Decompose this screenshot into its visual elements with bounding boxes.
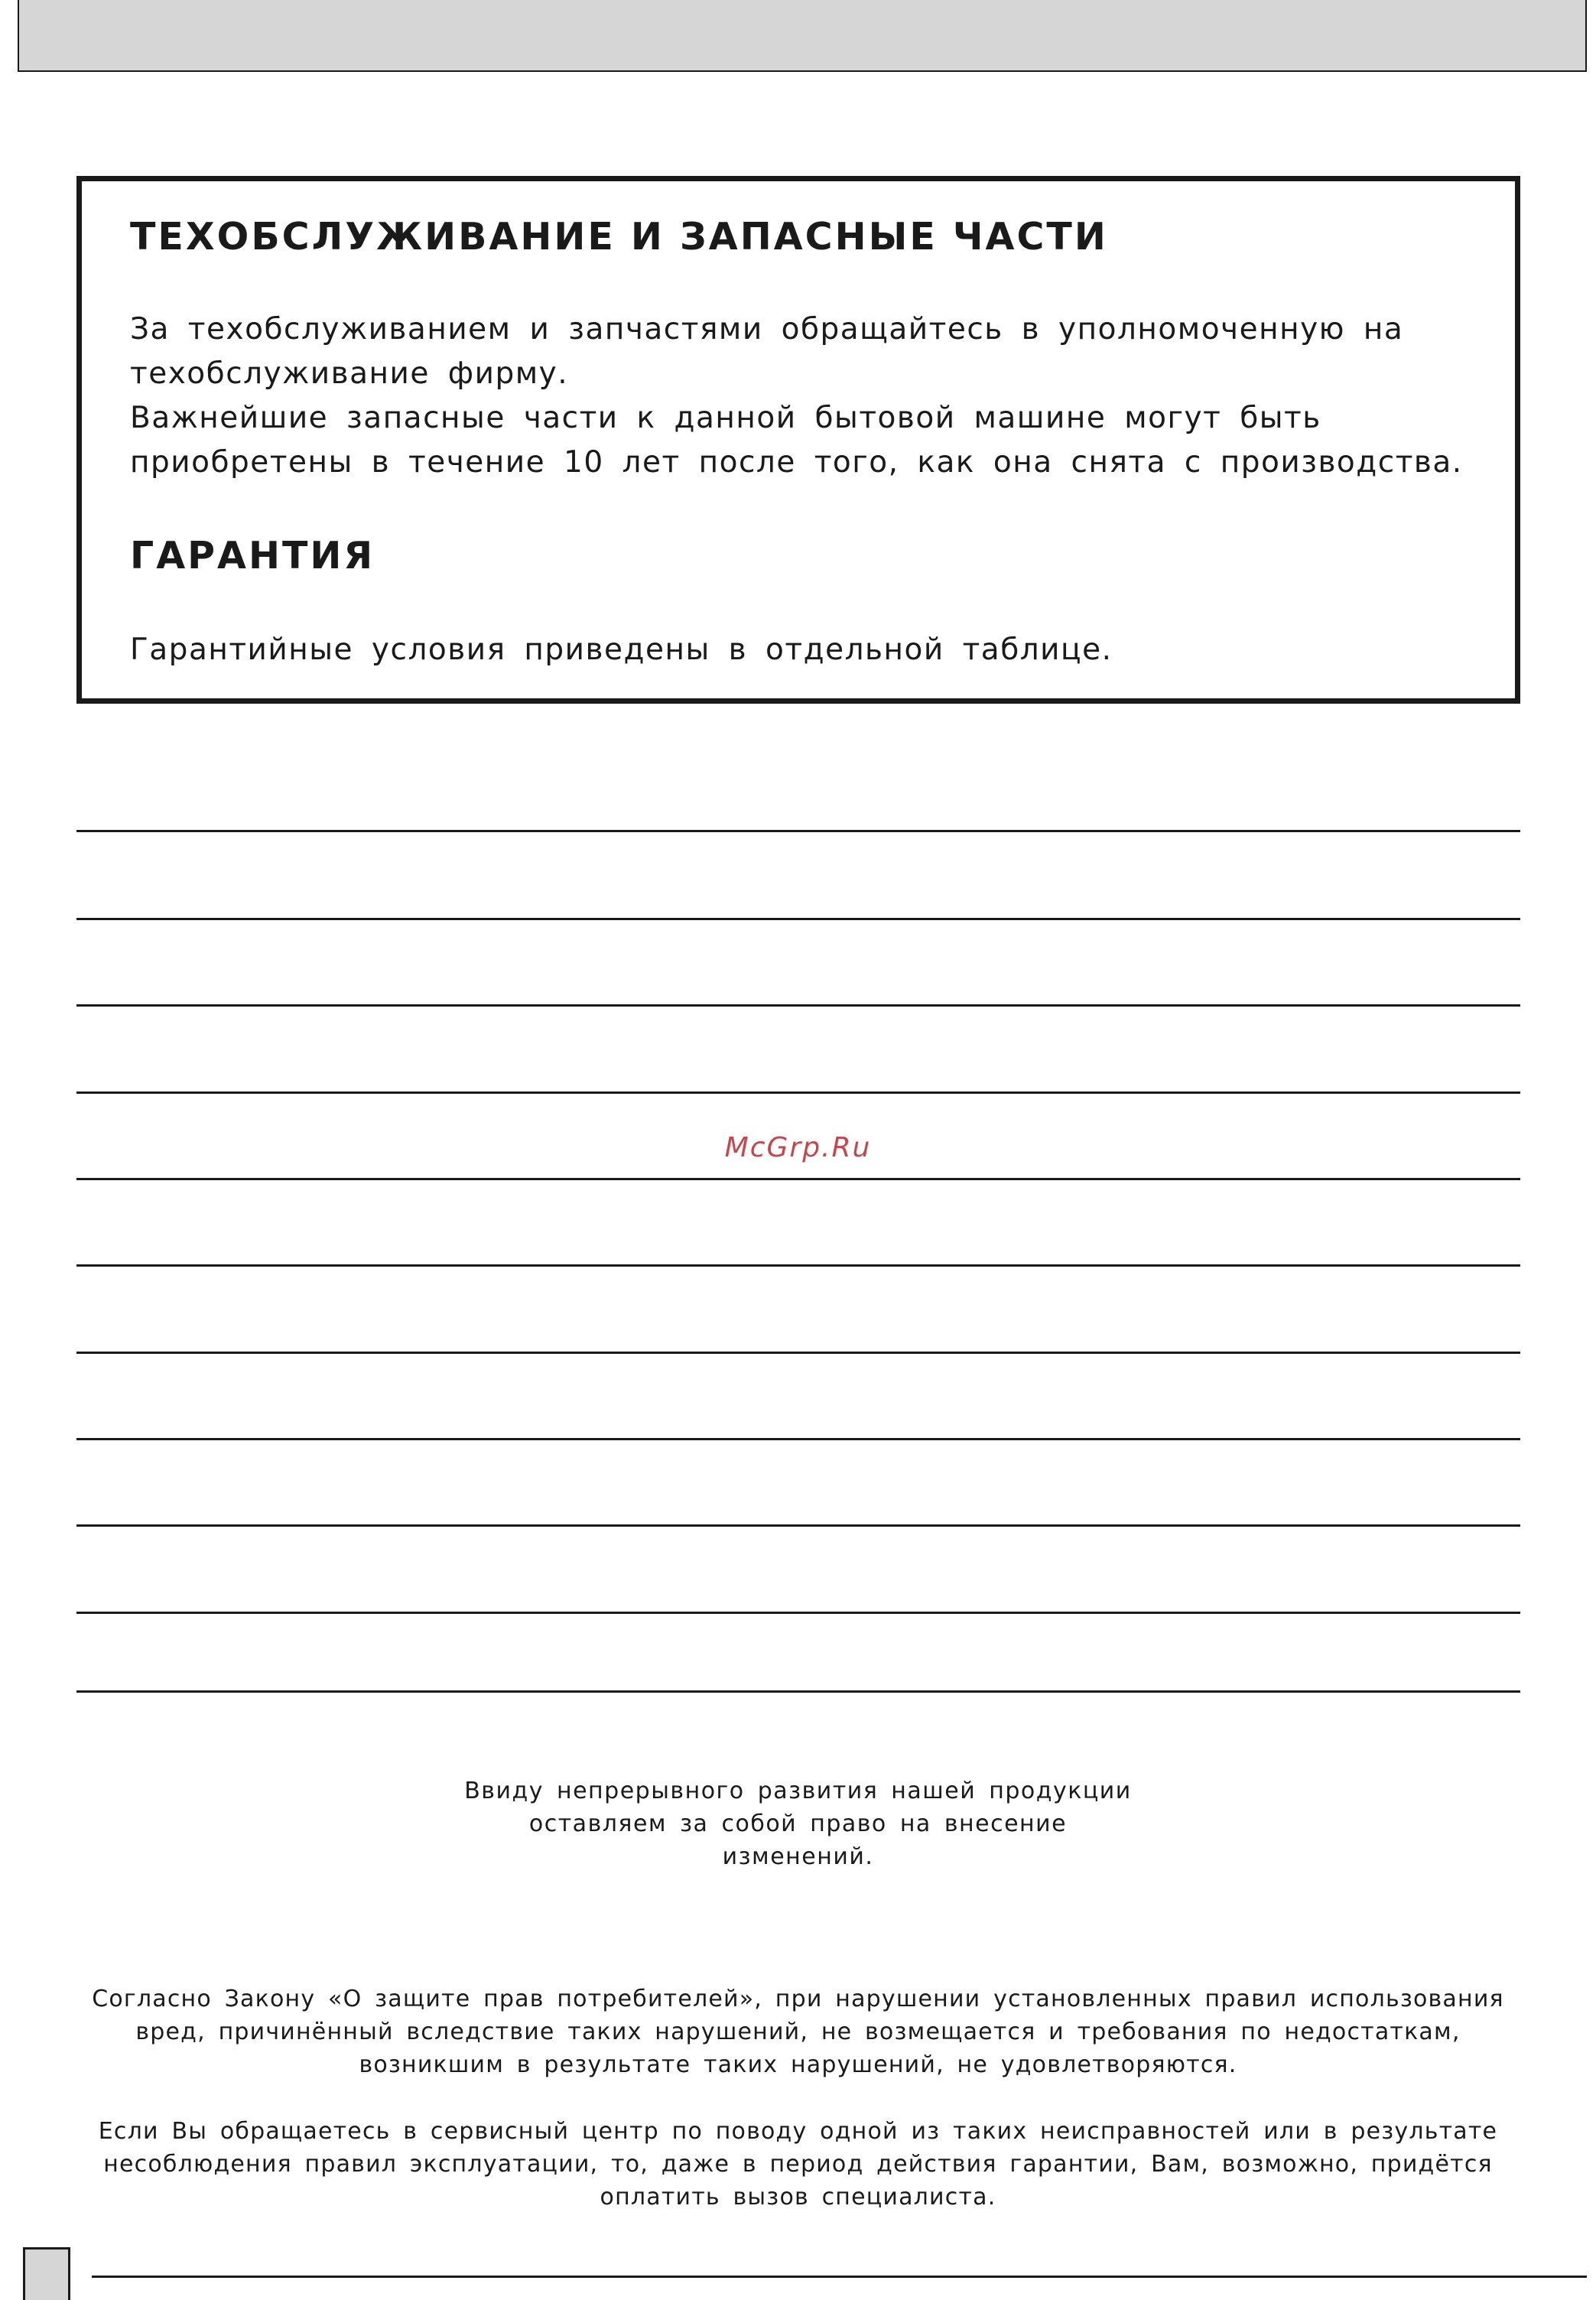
- header-bar: [18, 0, 1587, 72]
- note-line: [76, 1091, 1520, 1094]
- disclaimer-line: Ввиду непрерывного развития нашей продукции: [464, 1778, 1132, 1804]
- changes-disclaimer: [0, 1775, 1596, 1873]
- note-line: [76, 1690, 1520, 1693]
- legal-line: оплатить вызов специалиста.: [600, 2184, 996, 2211]
- service-call-notice: [0, 2115, 1596, 2214]
- legal-line: возникшим в результате таких нарушений, не удовлетворяются.: [359, 2051, 1237, 2078]
- note-line: [76, 830, 1520, 832]
- warranty-heading: ГАРАНТИЯ: [130, 534, 375, 577]
- note-line: [76, 1438, 1520, 1440]
- service-text-line: приобретены в течение 10 лет после того, как она снята с производства.: [130, 445, 1463, 480]
- legal-line: Если Вы обращаетесь в сервисный центр по поводу одной из таких неисправностей или в результате: [98, 2118, 1498, 2145]
- service-text-line: техобслуживание фирму.: [130, 356, 569, 391]
- note-line: [76, 918, 1520, 920]
- note-line: [76, 1004, 1520, 1007]
- service-warranty-box: [76, 176, 1520, 704]
- note-line: [76, 1264, 1520, 1267]
- service-text-line: За техобслуживанием и запчастями обращайтесь в уполномоченную на: [130, 312, 1404, 346]
- note-line: [76, 1612, 1520, 1614]
- service-text: [130, 307, 1476, 485]
- note-line: [76, 1178, 1520, 1180]
- service-text-line: Важнейшие запасные части к данной бытовой машине могут быть: [130, 401, 1321, 435]
- page-number-box: [23, 2247, 70, 2300]
- disclaimer-line: оставляем за собой право на внесение: [528, 1810, 1068, 1837]
- watermark: McGrp.Ru: [724, 1132, 872, 1163]
- footer-rule: [92, 2276, 1587, 2278]
- disclaimer-line: изменений.: [722, 1843, 874, 1870]
- consumer-law-notice: [0, 1983, 1596, 2081]
- legal-line: вред, причинённый вследствие таких нарушений, не возмещается и требования по недостаткам,: [135, 2019, 1461, 2045]
- service-heading: ТЕХОБСЛУЖИВАНИЕ И ЗАПАСНЫЕ ЧАСТИ: [130, 215, 1108, 259]
- note-line: [76, 1352, 1520, 1354]
- legal-line: Согласно Закону «О защите прав потребителей», при нарушении установленных правил использования: [92, 1986, 1504, 2012]
- note-line: [76, 1524, 1520, 1527]
- legal-line: несоблюдения правил эксплуатации, то, даже в период действия гарантии, Вам, возможно, придётся: [103, 2151, 1493, 2178]
- warranty-text: Гарантийные условия приведены в отдельной таблице.: [130, 633, 1113, 667]
